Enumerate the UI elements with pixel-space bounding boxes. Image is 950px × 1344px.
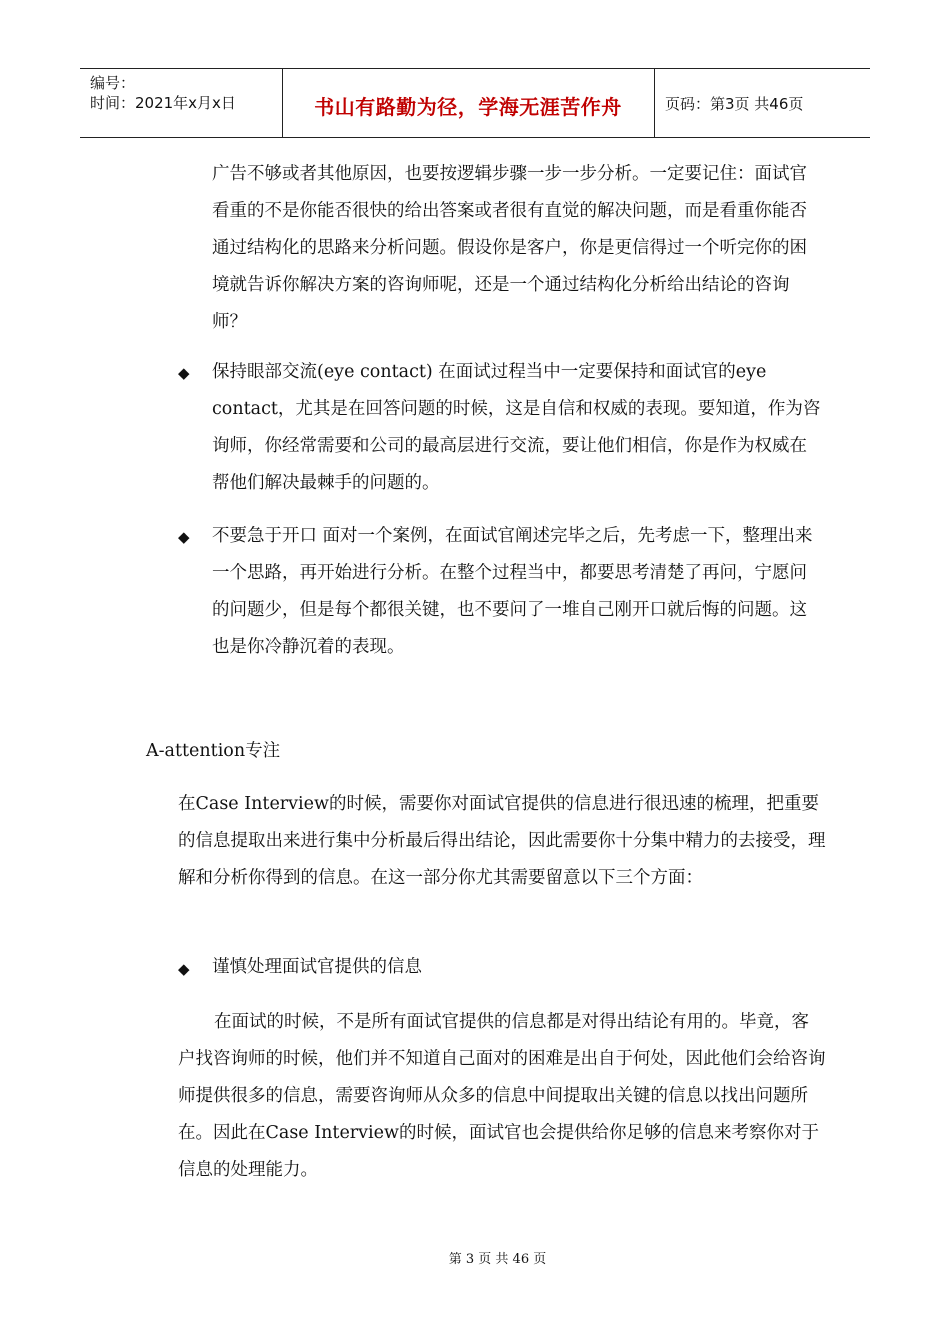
paragraph-structured-analysis: 广告不够或者其他原因，也要按逻辑步骤一步一步分析。一定要记住：面试官看重的不是你能否很快的给出答案或者很有直觉的解决问题，而是看重你能否通过结构化的思路来分析问题。假设你是客户，你是更信得过一个听完你的困境就告诉你解决方案的咨询师呢，还是一个通过结构化分析给出结论的咨询师？ [212,164,807,332]
document-header [80,68,870,138]
page-footer: 第 3 页 共 46 页 [448,1252,547,1267]
paragraph-case-interview: 在Case Interview的时候，需要你对面试官提供的信息进行很迅速的梳理，把重要的信息提取出来进行集中分析最后得出结论，因此需要你十分集中精力的去接受，理解和分析你得到的信息。在这一部分你尤其需要留意以下三个方面： [178,794,826,888]
header-motto-cell [282,69,655,137]
motto: 书山有路勤为径，学海无涯苦作舟 [314,95,622,119]
header-meta-cell [80,69,283,137]
time-label: 时间：2021年x月x日 [90,94,236,112]
bullet-eye-contact: 保持眼部交流(eye contact) 在面试过程当中一定要保持和面试官的eye contact，尤其是在回答问题的时候，这是自信和权威的表现。要知道，作为咨询师，你经常需要和公司的最高层进行交流，要让他们相信，你是作为权威在帮他们解决最棘手的问题的。 [212,362,821,493]
header-page-cell [655,69,870,137]
bullet-handle-information: 谨慎处理面试官提供的信息 [212,957,422,977]
bullet-diamond-icon: ◆ [178,960,190,978]
section-heading-attention: A-attention专注 [146,741,281,761]
page-code: 页码：第3页 共46页 [665,95,804,113]
paragraph-information-handling: 在面试的时候，不是所有面试官提供的信息都是对得出结论有用的。毕竟，客户找咨询师的时候，他们并不知道自己面对的困难是出自于何处，因此他们会给咨询师提供很多的信息，需要咨询师从众多的信息中间提取出关键的信息以找出问题所在。因此在Case Interview的时候，面试官也会提供给你足够的信息来考察你对于信息的处理能力。 [178,1012,826,1180]
bullet-diamond-icon: ◆ [178,364,190,382]
bullet-diamond-icon: ◆ [178,528,190,546]
number-label: 编号： [90,74,136,92]
bullet-dont-rush: 不要急于开口 面对一个案例，在面试官阐述完毕之后，先考虑一下，整理出来一个思路，再开始进行分析。在整个过程当中，都要思考清楚了再问，宁愿问的问题少，但是每个都很关键，也不要问了一堆自己刚开口就后悔的问题。这也是你冷静沉着的表现。 [212,526,813,657]
